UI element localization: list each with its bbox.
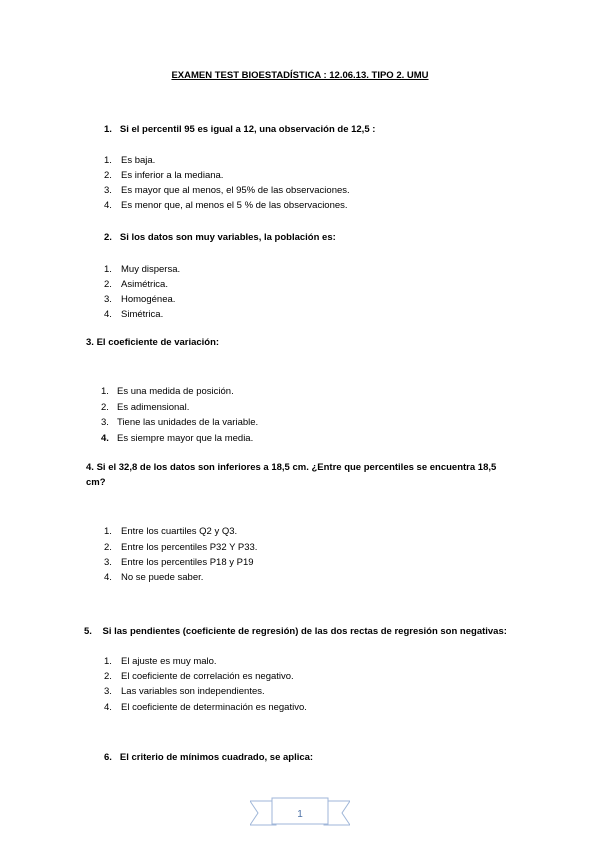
page-number-ribbon <box>250 797 350 834</box>
page-number: 1 <box>297 809 303 820</box>
option-4-3: 3. Entre los percentiles P18 y P19 <box>104 557 254 568</box>
option-5-1: 1. El ajuste es muy malo. <box>104 656 217 667</box>
option-1-1: 1. Es baja. <box>104 155 156 166</box>
option-1-3: 3. Es mayor que al menos, el 95% de las observaciones. <box>104 185 350 196</box>
ribbon-icon <box>250 797 350 831</box>
exam-title: EXAMEN TEST BIOESTADÍSTICA : 12.06.13. TIPO 2. UMU <box>171 70 429 81</box>
option-3-1: 1. Es una medida de posición. <box>101 386 234 397</box>
question-number: 3. <box>86 337 94 348</box>
option-1-2: 2. Es inferior a la mediana. <box>104 170 224 181</box>
option-2-2: 2. Asimétrica. <box>104 279 168 290</box>
question-2 <box>104 232 336 243</box>
question-number: 5. <box>84 626 92 637</box>
option-5-2: 2. El coeficiente de correlación es negativo. <box>104 671 294 682</box>
option-2-4: 4. Simétrica. <box>104 309 164 320</box>
option-2-3: 3. Homogénea. <box>104 294 176 305</box>
option-3-3: 3. Tiene las unidades de la variable. <box>101 417 259 428</box>
option-3-4: 4. Es siempre mayor que la media. <box>101 433 254 444</box>
question-text: El coeficiente de variación: <box>96 337 220 348</box>
question-number: 2. <box>104 232 112 243</box>
question-4 <box>86 460 506 490</box>
option-1-4: 4. Es menor que, al menos el 5 % de las observaciones. <box>104 200 348 211</box>
question-text: El criterio de mínimos cuadrado, se aplica: <box>119 752 314 763</box>
question-number: 6. <box>104 752 112 763</box>
question-3 <box>86 337 219 348</box>
question-6 <box>104 752 313 763</box>
question-number: 1. <box>104 124 112 135</box>
question-1 <box>104 124 375 135</box>
option-5-3: 3. Las variables son independientes. <box>104 686 265 697</box>
option-2-1: 1. Muy dispersa. <box>104 264 181 275</box>
option-5-4: 4. El coeficiente de determinación es negativo. <box>104 702 307 713</box>
question-text: Si el 32,8 de los datos son inferiores a 18,5 cm. ¿Entre que percentiles se encuentra 18,5 cm? <box>86 462 497 488</box>
option-4-2: 2. Entre los percentiles P32 Y P33. <box>104 542 258 553</box>
option-4-4: 4. No se puede saber. <box>104 572 204 583</box>
question-text: Si las pendientes (coeficiente de regresión) de las dos rectas de regresión son negativas: <box>102 626 507 637</box>
question-text: Si el percentil 95 es igual a 12, una observación de 12,5 : <box>119 124 376 135</box>
option-3-2: 2. Es adimensional. <box>101 402 190 413</box>
option-4-1: 1. Entre los cuartiles Q2 y Q3. <box>104 526 238 537</box>
question-text: Si los datos son muy variables, la población es: <box>119 232 336 243</box>
question-number: 4. <box>86 462 94 473</box>
question-5 <box>84 626 507 637</box>
